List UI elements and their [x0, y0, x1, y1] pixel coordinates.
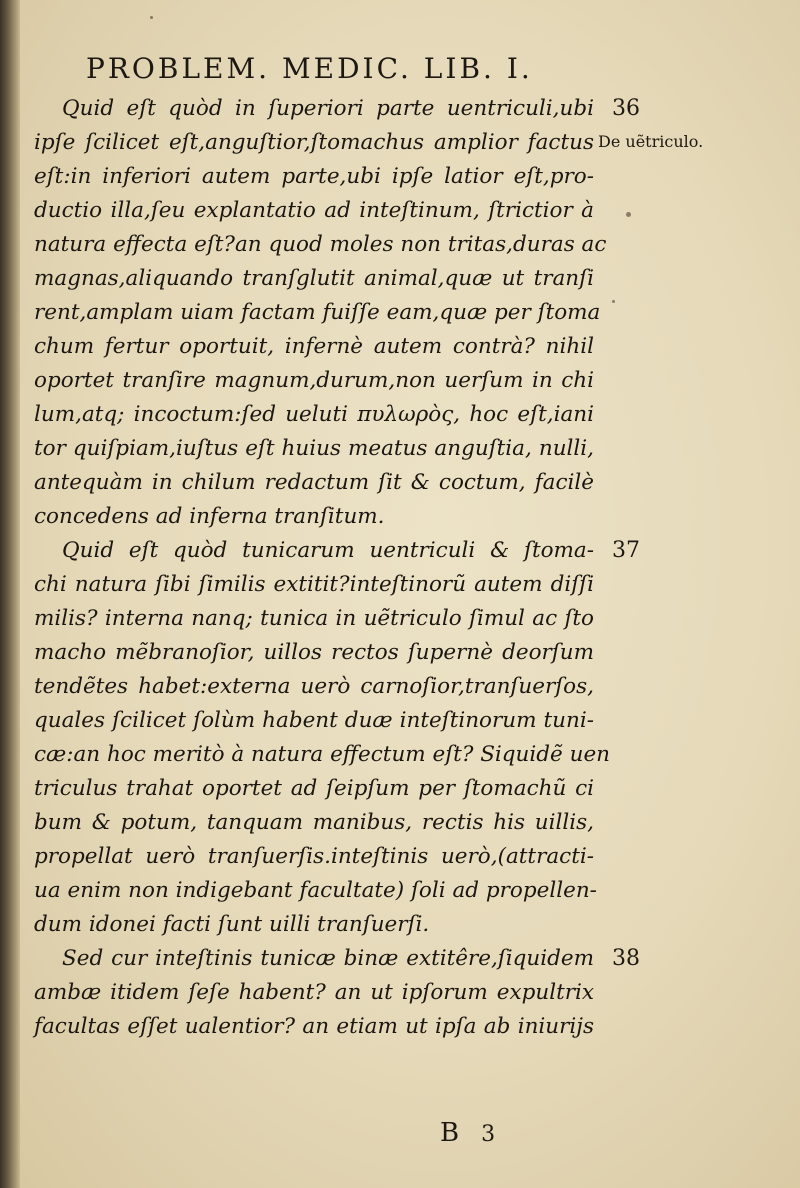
paper-speck — [626, 212, 631, 217]
signature-number: 3 — [481, 1122, 496, 1147]
text-line: Quid eſt quòd in ſuperiori parte uentriculi,ubi — [62, 96, 594, 121]
binding-gutter — [0, 0, 20, 1188]
text-line: ambæ itidem ſeſe habent? an ut ipſorum expultrix — [34, 980, 594, 1005]
text-line: milis? interna nanq; tunica in uẽtriculo ſimul ac ſto — [34, 606, 594, 631]
text-line: triculus trahat oportet ad ſeipſum per ſtomachũ ci — [34, 776, 594, 801]
text-line: quales ſcilicet ſolùm habent duæ inteſtinorum tuni- — [34, 708, 594, 733]
text-line: Sed cur inteſtinis tunicæ binæ extitêre,ſiquidem — [62, 946, 594, 971]
text-line: dum idonei facti ſunt uilli tranſuerſi. — [34, 912, 430, 937]
text-line: natura effecta eſt?an quod moles non tritas,duras ac — [34, 232, 607, 257]
problem-number: 36 — [612, 96, 640, 121]
signature-letter: B — [440, 1118, 460, 1148]
text-line: propellat uerò tranſuerſis.inteſtinis uerò,(attracti- — [34, 844, 594, 869]
paper-speck — [150, 16, 153, 19]
text-line: rent,amplam uiam factam fuiſſe eam,quæ per ſtoma — [34, 300, 601, 325]
text-line: ipſe ſcilicet eſt,anguſtior,ſtomachus amplior factus — [34, 130, 594, 155]
text-line: magnas,aliquando tranſglutit animal,quæ ut tranſi — [34, 266, 594, 291]
text-line: antequàm in chilum redactum ſit & coctum, facilè — [34, 470, 594, 495]
body-text — [34, 92, 611, 1044]
text-line: chum fertur oportuit, infernè autem contrà? nihil — [34, 334, 594, 359]
text-line: facultas eſſet ualentior? an etiam ut ipſa ab iniurijs — [34, 1014, 594, 1039]
problem-number: 37 — [612, 538, 640, 563]
text-line: tor quiſpiam,iuſtus eſt huius meatus anguſtia, nulli, — [34, 436, 594, 461]
text-line: Quid eſt quòd tunicarum uentriculi & ſtoma- — [62, 538, 594, 563]
text-line: cæ:an hoc meritò à natura effectum eſt? Siquidẽ uen — [34, 742, 611, 767]
paper-speck — [612, 300, 615, 303]
problem-number: 38 — [612, 946, 640, 971]
text-line: bum & potum, tanquam manibus, rectis his uillis, — [34, 810, 594, 835]
text-line: chi natura ſibi ſimilis extitit?inteſtinorũ autem diſſi — [34, 572, 594, 597]
running-head: PROBLEM. MEDIC. LIB. I. — [86, 52, 533, 85]
text-line: macho mẽbranoſior, uillos rectos ſupernè deorſum — [34, 640, 594, 665]
text-line: tendẽtes habet:externa uerò carnoſior,tranſuerſos, — [34, 674, 594, 699]
text-line: lum,atq; incoctum:ſed ueluti πυλωρὸς, hoc eſt,iani — [34, 402, 594, 427]
text-line: ductio illa,ſeu explantatio ad inteſtinum, ſtrictior à — [34, 198, 594, 223]
text-line: eſt:in inferiori autem parte,ubi ipſe latior eſt,pro- — [34, 164, 594, 189]
margin-note: De uẽtriculo. — [598, 132, 704, 151]
text-line: ua enim non indigebant facultate) ſoli ad propellen- — [34, 878, 597, 903]
text-line: oportet tranſire magnum,durum,non uerſum in chi — [34, 368, 594, 393]
text-line: concedens ad inferna tranſitum. — [34, 504, 385, 529]
signature-mark — [440, 1118, 495, 1148]
